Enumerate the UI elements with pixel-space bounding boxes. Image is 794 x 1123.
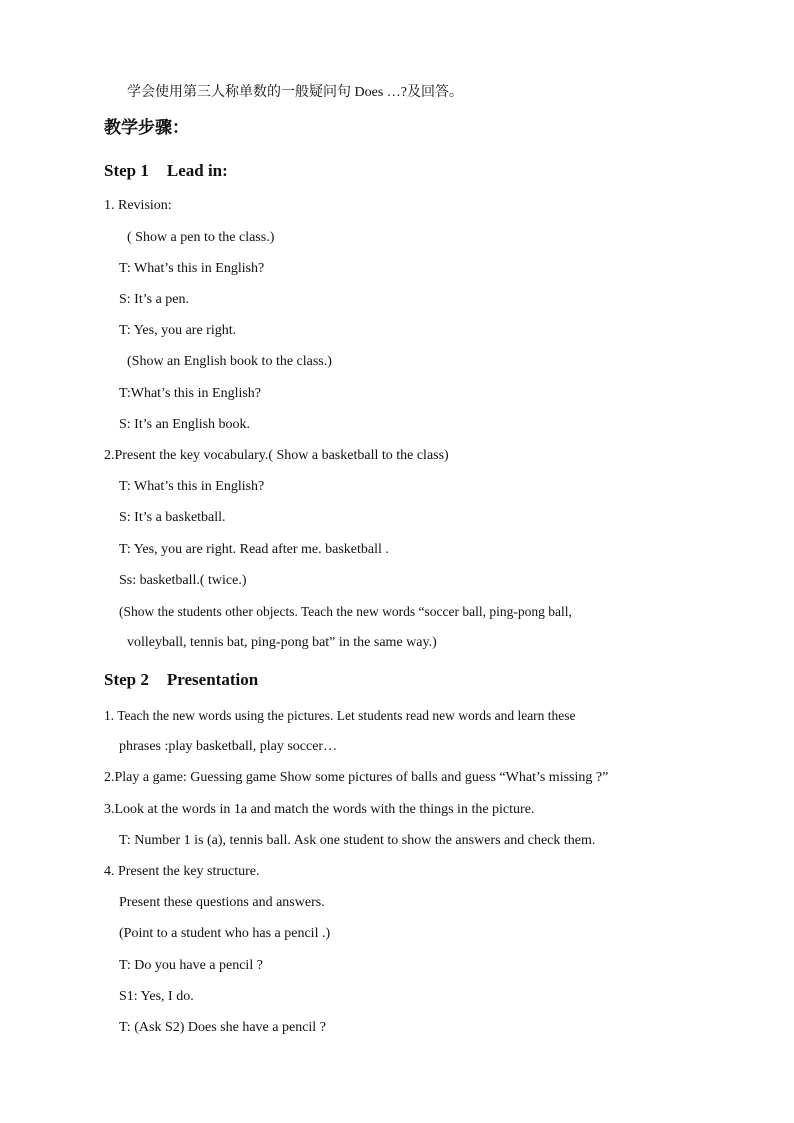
step1-heading	[104, 161, 228, 181]
step1-number: Step 1	[104, 161, 149, 180]
step1-line: (Show an English book to the class.)	[127, 354, 332, 369]
step2-line: 4. Present the key structure.	[104, 864, 260, 879]
step1-line: T: Yes, you are right.	[119, 323, 237, 338]
step1-line: Ss: basketball.( twice.)	[119, 573, 247, 588]
steps-title: 教学步骤：	[104, 118, 189, 137]
step2-line: (Point to a student who has a pencil .)	[119, 926, 331, 941]
step2-line: 3.Look at the words in 1a and match the words with the things in the picture.	[104, 802, 535, 817]
step1-line: 2.Present the key vocabulary.( Show a basketball to the class)	[104, 448, 449, 463]
step2-line: phrases :play basketball, play soccer…	[119, 739, 338, 754]
step2-number: Step 2	[104, 670, 149, 689]
step2-line: 2.Play a game: Guessing game Show some pictures of balls and guess “What’s missing ?”	[104, 770, 609, 785]
step2-line: T: Number 1 is (a), tennis ball. Ask one student to show the answers and check them.	[119, 833, 596, 848]
step1-line: T:What’s this in English?	[119, 386, 262, 401]
step1-line: S: It’s an English book.	[119, 417, 251, 432]
step1-line: T: What’s this in English?	[119, 479, 265, 494]
step2-line: S1: Yes, I do.	[119, 989, 194, 1004]
step1-line: volleyball, tennis bat, ping-pong bat” in the same way.)	[127, 635, 437, 650]
step2-line: T: Do you have a pencil ?	[119, 958, 263, 973]
step1-line: T: What’s this in English?	[119, 261, 265, 276]
step1-line: S: It’s a basketball.	[119, 510, 226, 525]
step2-heading	[104, 670, 258, 690]
intro-goal: 学会使用第三人称单数的一般疑问句 Does …?及回答。	[127, 85, 463, 100]
step2-line: Present these questions and answers.	[119, 895, 325, 910]
step1-line: 1. Revision:	[104, 198, 172, 213]
step1-line: (Show the students other objects. Teach the new words “soccer ball, ping-pong ball,	[119, 604, 572, 619]
step1-line: ( Show a pen to the class.)	[127, 230, 275, 245]
step1-line: T: Yes, you are right. Read after me. basketball .	[119, 542, 389, 557]
step2-line: 1. Teach the new words using the pictures. Let students read new words and learn these	[104, 708, 576, 723]
step2-line: T: (Ask S2) Does she have a pencil ?	[119, 1020, 326, 1035]
step2-name: Presentation	[166, 670, 259, 689]
step1-line: S: It’s a pen.	[119, 292, 189, 307]
step1-name: Lead in:	[166, 161, 228, 180]
